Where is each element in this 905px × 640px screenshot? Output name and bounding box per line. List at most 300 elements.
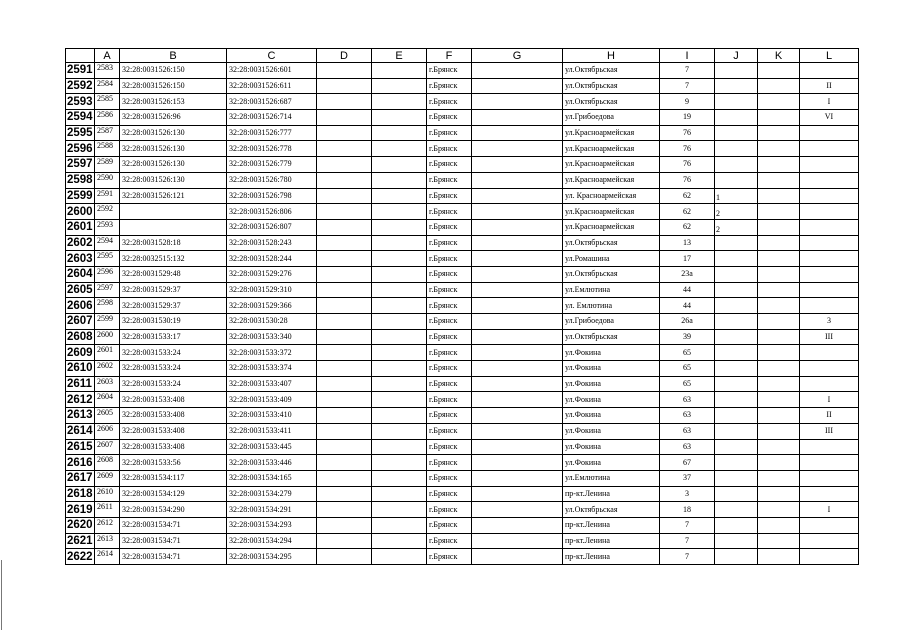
cell-d[interactable] xyxy=(317,219,372,235)
cell-e[interactable] xyxy=(372,110,427,126)
cell-street[interactable]: ул.Октябрьская xyxy=(563,502,660,518)
cell-d[interactable] xyxy=(317,345,372,361)
cell-cadastral-parcel[interactable]: 32:28:0031533:24 xyxy=(120,345,227,361)
cell-cadastral-object[interactable]: 32:28:0031533:374 xyxy=(227,361,317,377)
row-number[interactable]: 2602 xyxy=(67,236,93,249)
cell-d[interactable] xyxy=(317,235,372,251)
cell-city[interactable]: г.Брянск xyxy=(427,63,472,79)
cell-street[interactable]: пр-кт.Ленина xyxy=(563,533,660,549)
row-number[interactable]: 2613 xyxy=(67,409,93,422)
cell-city[interactable]: г.Брянск xyxy=(427,266,472,282)
cell-house[interactable]: 63 xyxy=(660,423,715,439)
cell-building[interactable] xyxy=(715,439,758,455)
row-number[interactable]: 2607 xyxy=(67,315,93,328)
cell-house[interactable]: 7 xyxy=(660,549,715,565)
cell-apartment[interactable]: III xyxy=(800,329,859,345)
cell-apartment[interactable] xyxy=(800,266,859,282)
cell-apartment[interactable] xyxy=(800,376,859,392)
cell-street[interactable]: ул.Грибоедова xyxy=(563,110,660,126)
cell-house[interactable]: 65 xyxy=(660,345,715,361)
row-number[interactable]: 2593 xyxy=(67,95,93,108)
cell-a[interactable]: 2595 xyxy=(95,251,120,267)
cell-cadastral-parcel[interactable]: 32:28:0031526:130 xyxy=(120,172,227,188)
cell-e[interactable] xyxy=(372,204,427,220)
cell-k[interactable] xyxy=(758,110,800,126)
cell-g[interactable] xyxy=(472,502,563,518)
cell-e[interactable] xyxy=(372,408,427,424)
row-number[interactable]: 2598 xyxy=(67,174,93,187)
cell-street[interactable]: ул.Фокина xyxy=(563,345,660,361)
column-header-a[interactable]: A xyxy=(95,49,120,63)
cell-a[interactable]: 2596 xyxy=(95,266,120,282)
cell-building[interactable] xyxy=(715,298,758,314)
cell-cadastral-object[interactable]: 32:28:0031534:294 xyxy=(227,533,317,549)
cell-a[interactable]: 2588 xyxy=(95,141,120,157)
cell-street[interactable]: ул.Красноармейская xyxy=(563,172,660,188)
row-number[interactable]: 2609 xyxy=(67,346,93,359)
cell-cadastral-object[interactable]: 32:28:0031534:291 xyxy=(227,502,317,518)
row-number[interactable]: 2621 xyxy=(67,534,93,547)
cell-apartment[interactable] xyxy=(800,235,859,251)
cell-e[interactable] xyxy=(372,282,427,298)
cell-k[interactable] xyxy=(758,188,800,204)
cell-cadastral-object[interactable]: 32:28:0031529:310 xyxy=(227,282,317,298)
cell-cadastral-object[interactable]: 32:28:0031533:445 xyxy=(227,439,317,455)
cell-k[interactable] xyxy=(758,549,800,565)
cell-cadastral-object[interactable]: 32:28:0031533:409 xyxy=(227,392,317,408)
cell-city[interactable]: г.Брянск xyxy=(427,219,472,235)
cell-street[interactable]: ул.Октябрьская xyxy=(563,94,660,110)
cell-street[interactable]: ул.Красноармейская xyxy=(563,125,660,141)
cell-a[interactable]: 2614 xyxy=(95,549,120,565)
row-number[interactable]: 2597 xyxy=(67,158,93,171)
cell-cadastral-parcel[interactable]: 32:28:0031533:24 xyxy=(120,361,227,377)
cell-d[interactable] xyxy=(317,314,372,330)
cell-apartment[interactable] xyxy=(800,251,859,267)
cell-g[interactable] xyxy=(472,235,563,251)
row-number[interactable]: 2622 xyxy=(67,550,93,563)
cell-city[interactable]: г.Брянск xyxy=(427,235,472,251)
cell-a[interactable]: 2583 xyxy=(95,63,120,79)
cell-g[interactable] xyxy=(472,157,563,173)
cell-street[interactable]: ул.Фокина xyxy=(563,423,660,439)
cell-a[interactable]: 2604 xyxy=(95,392,120,408)
cell-street[interactable]: ул.Октябрьская xyxy=(563,329,660,345)
cell-d[interactable] xyxy=(317,502,372,518)
cell-cadastral-parcel[interactable]: 32:28:0031529:37 xyxy=(120,282,227,298)
cell-cadastral-object[interactable]: 32:28:0031534:293 xyxy=(227,517,317,533)
cell-cadastral-parcel[interactable]: 32:28:0031526:153 xyxy=(120,94,227,110)
row-number[interactable]: 2619 xyxy=(67,503,93,516)
cell-a[interactable]: 2600 xyxy=(95,329,120,345)
cell-d[interactable] xyxy=(317,172,372,188)
cell-k[interactable] xyxy=(758,282,800,298)
cell-building[interactable] xyxy=(715,345,758,361)
cell-apartment[interactable]: I xyxy=(800,502,859,518)
cell-cadastral-object[interactable]: 32:28:0031526:611 xyxy=(227,78,317,94)
cell-cadastral-parcel[interactable]: 32:28:0031530:19 xyxy=(120,314,227,330)
cell-g[interactable] xyxy=(472,110,563,126)
cell-a[interactable]: 2602 xyxy=(95,361,120,377)
cell-cadastral-parcel[interactable]: 32:28:0031526:121 xyxy=(120,188,227,204)
cell-cadastral-object[interactable]: 32:28:0031526:798 xyxy=(227,188,317,204)
cell-house[interactable]: 17 xyxy=(660,251,715,267)
cell-city[interactable]: г.Брянск xyxy=(427,157,472,173)
row-number[interactable]: 2615 xyxy=(67,440,93,453)
cell-house[interactable]: 7 xyxy=(660,533,715,549)
cell-apartment[interactable] xyxy=(800,455,859,471)
cell-g[interactable] xyxy=(472,63,563,79)
cell-street[interactable]: ул.Фокина xyxy=(563,392,660,408)
column-header-g[interactable]: G xyxy=(472,49,563,63)
cell-k[interactable] xyxy=(758,235,800,251)
cell-k[interactable] xyxy=(758,408,800,424)
cell-city[interactable]: г.Брянск xyxy=(427,110,472,126)
row-number[interactable]: 2604 xyxy=(67,268,93,281)
cell-house[interactable]: 62 xyxy=(660,204,715,220)
cell-building[interactable] xyxy=(715,408,758,424)
cell-e[interactable] xyxy=(372,345,427,361)
cell-apartment[interactable] xyxy=(800,361,859,377)
cell-street[interactable]: ул.Красноармейская xyxy=(563,204,660,220)
cell-house[interactable]: 62 xyxy=(660,219,715,235)
cell-cadastral-parcel[interactable]: 32:28:0031526:150 xyxy=(120,78,227,94)
cell-cadastral-object[interactable]: 32:28:0031528:244 xyxy=(227,251,317,267)
cell-city[interactable]: г.Брянск xyxy=(427,486,472,502)
cell-d[interactable] xyxy=(317,470,372,486)
cell-house[interactable]: 63 xyxy=(660,392,715,408)
cell-building[interactable] xyxy=(715,549,758,565)
cell-cadastral-parcel[interactable]: 32:28:0031526:130 xyxy=(120,141,227,157)
cell-a[interactable]: 2605 xyxy=(95,408,120,424)
cell-cadastral-parcel[interactable]: 32:28:0031534:71 xyxy=(120,549,227,565)
cell-g[interactable] xyxy=(472,204,563,220)
cell-a[interactable]: 2613 xyxy=(95,533,120,549)
cell-cadastral-object[interactable]: 32:28:0031526:714 xyxy=(227,110,317,126)
cell-a[interactable]: 2586 xyxy=(95,110,120,126)
cell-cadastral-object[interactable]: 32:28:0031534:279 xyxy=(227,486,317,502)
cell-d[interactable] xyxy=(317,282,372,298)
row-number[interactable]: 2606 xyxy=(67,299,93,312)
cell-a[interactable]: 2590 xyxy=(95,172,120,188)
row-number[interactable]: 2605 xyxy=(67,283,93,296)
cell-cadastral-parcel[interactable]: 32:28:0031529:48 xyxy=(120,266,227,282)
cell-cadastral-object[interactable]: 32:28:0031526:780 xyxy=(227,172,317,188)
cell-g[interactable] xyxy=(472,376,563,392)
cell-building[interactable] xyxy=(715,235,758,251)
cell-cadastral-object[interactable]: 32:28:0031528:243 xyxy=(227,235,317,251)
cell-g[interactable] xyxy=(472,266,563,282)
cell-street[interactable]: ул.Октябрьская xyxy=(563,235,660,251)
cell-e[interactable] xyxy=(372,314,427,330)
cell-street[interactable]: ул.Фокина xyxy=(563,455,660,471)
cell-k[interactable] xyxy=(758,314,800,330)
cell-city[interactable]: г.Брянск xyxy=(427,172,472,188)
cell-g[interactable] xyxy=(472,298,563,314)
cell-k[interactable] xyxy=(758,517,800,533)
cell-e[interactable] xyxy=(372,329,427,345)
cell-k[interactable] xyxy=(758,141,800,157)
cell-cadastral-parcel[interactable]: 32:28:0031533:408 xyxy=(120,392,227,408)
cell-a[interactable]: 2593 xyxy=(95,219,120,235)
cell-house[interactable]: 65 xyxy=(660,376,715,392)
cell-cadastral-object[interactable]: 32:28:0031529:276 xyxy=(227,266,317,282)
row-number[interactable]: 2595 xyxy=(67,127,93,140)
cell-e[interactable] xyxy=(372,533,427,549)
column-header-b[interactable]: B xyxy=(120,49,227,63)
cell-k[interactable] xyxy=(758,439,800,455)
row-number[interactable]: 2620 xyxy=(67,519,93,532)
cell-apartment[interactable] xyxy=(800,533,859,549)
cell-k[interactable] xyxy=(758,251,800,267)
cell-g[interactable] xyxy=(472,141,563,157)
cell-cadastral-object[interactable]: 32:28:0031533:411 xyxy=(227,423,317,439)
cell-building[interactable] xyxy=(715,63,758,79)
cell-e[interactable] xyxy=(372,486,427,502)
cell-g[interactable] xyxy=(472,549,563,565)
cell-house[interactable]: 67 xyxy=(660,455,715,471)
cell-d[interactable] xyxy=(317,517,372,533)
cell-d[interactable] xyxy=(317,78,372,94)
cell-d[interactable] xyxy=(317,486,372,502)
cell-cadastral-object[interactable]: 32:28:0031534:165 xyxy=(227,470,317,486)
cell-street[interactable]: ул.Октябрьская xyxy=(563,78,660,94)
cell-a[interactable]: 2585 xyxy=(95,94,120,110)
cell-building[interactable] xyxy=(715,110,758,126)
cell-d[interactable] xyxy=(317,63,372,79)
cell-cadastral-parcel[interactable]: 32:28:0031533:17 xyxy=(120,329,227,345)
cell-d[interactable] xyxy=(317,204,372,220)
cell-a[interactable]: 2592 xyxy=(95,204,120,220)
cell-cadastral-parcel[interactable]: 32:28:0032515:132 xyxy=(120,251,227,267)
cell-city[interactable]: г.Брянск xyxy=(427,188,472,204)
cell-house[interactable]: 7 xyxy=(660,63,715,79)
cell-a[interactable]: 2598 xyxy=(95,298,120,314)
row-number[interactable]: 2617 xyxy=(67,472,93,485)
cell-cadastral-parcel[interactable] xyxy=(120,219,227,235)
cell-city[interactable]: г.Брянск xyxy=(427,533,472,549)
cell-g[interactable] xyxy=(472,94,563,110)
cell-e[interactable] xyxy=(372,219,427,235)
cell-city[interactable]: г.Брянск xyxy=(427,376,472,392)
cell-g[interactable] xyxy=(472,125,563,141)
cell-cadastral-object[interactable]: 32:28:0031533:407 xyxy=(227,376,317,392)
cell-cadastral-object[interactable]: 32:28:0031533:372 xyxy=(227,345,317,361)
cell-k[interactable] xyxy=(758,345,800,361)
cell-house[interactable]: 23а xyxy=(660,266,715,282)
cell-a[interactable]: 2607 xyxy=(95,439,120,455)
cell-k[interactable] xyxy=(758,329,800,345)
cell-apartment[interactable] xyxy=(800,470,859,486)
cell-e[interactable] xyxy=(372,94,427,110)
cell-house[interactable]: 76 xyxy=(660,157,715,173)
cell-house[interactable]: 18 xyxy=(660,502,715,518)
cell-building[interactable] xyxy=(715,141,758,157)
cell-d[interactable] xyxy=(317,141,372,157)
cell-k[interactable] xyxy=(758,470,800,486)
cell-a[interactable]: 2612 xyxy=(95,517,120,533)
cell-apartment[interactable]: I xyxy=(800,94,859,110)
cell-g[interactable] xyxy=(472,329,563,345)
cell-a[interactable]: 2584 xyxy=(95,78,120,94)
cell-g[interactable] xyxy=(472,282,563,298)
cell-city[interactable]: г.Брянск xyxy=(427,298,472,314)
row-number[interactable]: 2591 xyxy=(67,64,93,77)
cell-house[interactable]: 44 xyxy=(660,282,715,298)
cell-cadastral-parcel[interactable]: 32:28:0031533:408 xyxy=(120,408,227,424)
cell-city[interactable]: г.Брянск xyxy=(427,314,472,330)
cell-city[interactable]: г.Брянск xyxy=(427,517,472,533)
cell-e[interactable] xyxy=(372,125,427,141)
cell-a[interactable]: 2589 xyxy=(95,157,120,173)
cell-e[interactable] xyxy=(372,188,427,204)
cell-cadastral-parcel[interactable]: 32:28:0031534:71 xyxy=(120,533,227,549)
cell-city[interactable]: г.Брянск xyxy=(427,361,472,377)
cell-building[interactable] xyxy=(715,125,758,141)
cell-apartment[interactable] xyxy=(800,125,859,141)
cell-cadastral-parcel[interactable]: 32:28:0031529:37 xyxy=(120,298,227,314)
cell-apartment[interactable] xyxy=(800,298,859,314)
cell-e[interactable] xyxy=(372,361,427,377)
cell-cadastral-object[interactable]: 32:28:0031533:410 xyxy=(227,408,317,424)
cell-building[interactable] xyxy=(715,329,758,345)
cell-cadastral-object[interactable]: 32:28:0031526:806 xyxy=(227,204,317,220)
cell-d[interactable] xyxy=(317,439,372,455)
cell-d[interactable] xyxy=(317,110,372,126)
cell-a[interactable]: 2601 xyxy=(95,345,120,361)
cell-city[interactable]: г.Брянск xyxy=(427,549,472,565)
cell-house[interactable]: 7 xyxy=(660,78,715,94)
cell-house[interactable]: 9 xyxy=(660,94,715,110)
cell-cadastral-parcel[interactable]: 32:28:0031533:408 xyxy=(120,423,227,439)
cell-a[interactable]: 2609 xyxy=(95,470,120,486)
cell-cadastral-parcel[interactable]: 32:28:0031534:117 xyxy=(120,470,227,486)
cell-a[interactable]: 2608 xyxy=(95,455,120,471)
row-number[interactable]: 2603 xyxy=(67,252,93,265)
cell-house[interactable]: 7 xyxy=(660,517,715,533)
cell-apartment[interactable] xyxy=(800,188,859,204)
cell-k[interactable] xyxy=(758,423,800,439)
cell-e[interactable] xyxy=(372,63,427,79)
column-header-h[interactable]: H xyxy=(563,49,660,63)
cell-street[interactable]: ул.Фокина xyxy=(563,408,660,424)
cell-e[interactable] xyxy=(372,423,427,439)
cell-d[interactable] xyxy=(317,423,372,439)
cell-house[interactable]: 13 xyxy=(660,235,715,251)
cell-g[interactable] xyxy=(472,361,563,377)
cell-k[interactable] xyxy=(758,78,800,94)
column-header-c[interactable]: C xyxy=(227,49,317,63)
cell-g[interactable] xyxy=(472,423,563,439)
row-number[interactable]: 2601 xyxy=(67,221,93,234)
cell-apartment[interactable] xyxy=(800,172,859,188)
cell-building[interactable] xyxy=(715,533,758,549)
cell-cadastral-parcel[interactable]: 32:28:0031533:408 xyxy=(120,439,227,455)
row-number[interactable]: 2599 xyxy=(67,189,93,202)
cell-e[interactable] xyxy=(372,376,427,392)
cell-g[interactable] xyxy=(472,172,563,188)
cell-city[interactable]: г.Брянск xyxy=(427,345,472,361)
cell-a[interactable]: 2597 xyxy=(95,282,120,298)
cell-g[interactable] xyxy=(472,486,563,502)
cell-city[interactable]: г.Брянск xyxy=(427,423,472,439)
cell-cadastral-object[interactable]: 32:28:0031533:446 xyxy=(227,455,317,471)
cell-street[interactable]: пр-кт.Ленина xyxy=(563,486,660,502)
cell-e[interactable] xyxy=(372,470,427,486)
cell-apartment[interactable]: I xyxy=(800,392,859,408)
cell-d[interactable] xyxy=(317,251,372,267)
cell-g[interactable] xyxy=(472,314,563,330)
cell-city[interactable]: г.Брянск xyxy=(427,251,472,267)
cell-k[interactable] xyxy=(758,157,800,173)
column-header-f[interactable]: F xyxy=(427,49,472,63)
cell-house[interactable]: 44 xyxy=(660,298,715,314)
cell-house[interactable]: 37 xyxy=(660,470,715,486)
cell-cadastral-object[interactable]: 32:28:0031534:295 xyxy=(227,549,317,565)
cell-city[interactable]: г.Брянск xyxy=(427,204,472,220)
cell-cadastral-object[interactable]: 32:28:0031526:687 xyxy=(227,94,317,110)
row-number[interactable]: 2608 xyxy=(67,331,93,344)
cell-apartment[interactable] xyxy=(800,219,859,235)
cell-building[interactable] xyxy=(715,517,758,533)
corner-header[interactable] xyxy=(66,49,95,63)
cell-g[interactable] xyxy=(472,219,563,235)
cell-k[interactable] xyxy=(758,361,800,377)
column-header-l[interactable]: L xyxy=(800,49,859,63)
cell-k[interactable] xyxy=(758,298,800,314)
cell-a[interactable]: 2587 xyxy=(95,125,120,141)
cell-e[interactable] xyxy=(372,251,427,267)
cell-city[interactable]: г.Брянск xyxy=(427,78,472,94)
cell-k[interactable] xyxy=(758,486,800,502)
cell-e[interactable] xyxy=(372,455,427,471)
cell-house[interactable]: 76 xyxy=(660,141,715,157)
cell-building[interactable] xyxy=(715,502,758,518)
cell-street[interactable]: ул.Ромашина xyxy=(563,251,660,267)
cell-house[interactable]: 62 xyxy=(660,188,715,204)
cell-apartment[interactable] xyxy=(800,549,859,565)
cell-e[interactable] xyxy=(372,502,427,518)
cell-k[interactable] xyxy=(758,502,800,518)
cell-cadastral-parcel[interactable]: 32:28:0031534:290 xyxy=(120,502,227,518)
cell-house[interactable]: 3 xyxy=(660,486,715,502)
cell-g[interactable] xyxy=(472,188,563,204)
cell-building[interactable] xyxy=(715,78,758,94)
cell-cadastral-parcel[interactable]: 32:28:0031526:130 xyxy=(120,125,227,141)
cell-cadastral-parcel[interactable]: 32:28:0031526:96 xyxy=(120,110,227,126)
row-number[interactable]: 2612 xyxy=(67,393,93,406)
cell-building[interactable] xyxy=(715,172,758,188)
cell-apartment[interactable] xyxy=(800,517,859,533)
cell-city[interactable]: г.Брянск xyxy=(427,439,472,455)
cell-city[interactable]: г.Брянск xyxy=(427,141,472,157)
cell-apartment[interactable] xyxy=(800,63,859,79)
cell-k[interactable] xyxy=(758,125,800,141)
cell-e[interactable] xyxy=(372,157,427,173)
cell-house[interactable]: 63 xyxy=(660,439,715,455)
cell-street[interactable]: ул.Грибоедова xyxy=(563,314,660,330)
cell-d[interactable] xyxy=(317,298,372,314)
row-number[interactable]: 2592 xyxy=(67,80,93,93)
cell-street[interactable]: ул.Октябрьская xyxy=(563,63,660,79)
cell-cadastral-object[interactable]: 32:28:0031526:807 xyxy=(227,219,317,235)
cell-city[interactable]: г.Брянск xyxy=(427,94,472,110)
cell-apartment[interactable] xyxy=(800,282,859,298)
row-number[interactable]: 2614 xyxy=(67,425,93,438)
cell-building[interactable] xyxy=(715,392,758,408)
cell-building[interactable] xyxy=(715,470,758,486)
cell-street[interactable]: ул.Фокина xyxy=(563,361,660,377)
